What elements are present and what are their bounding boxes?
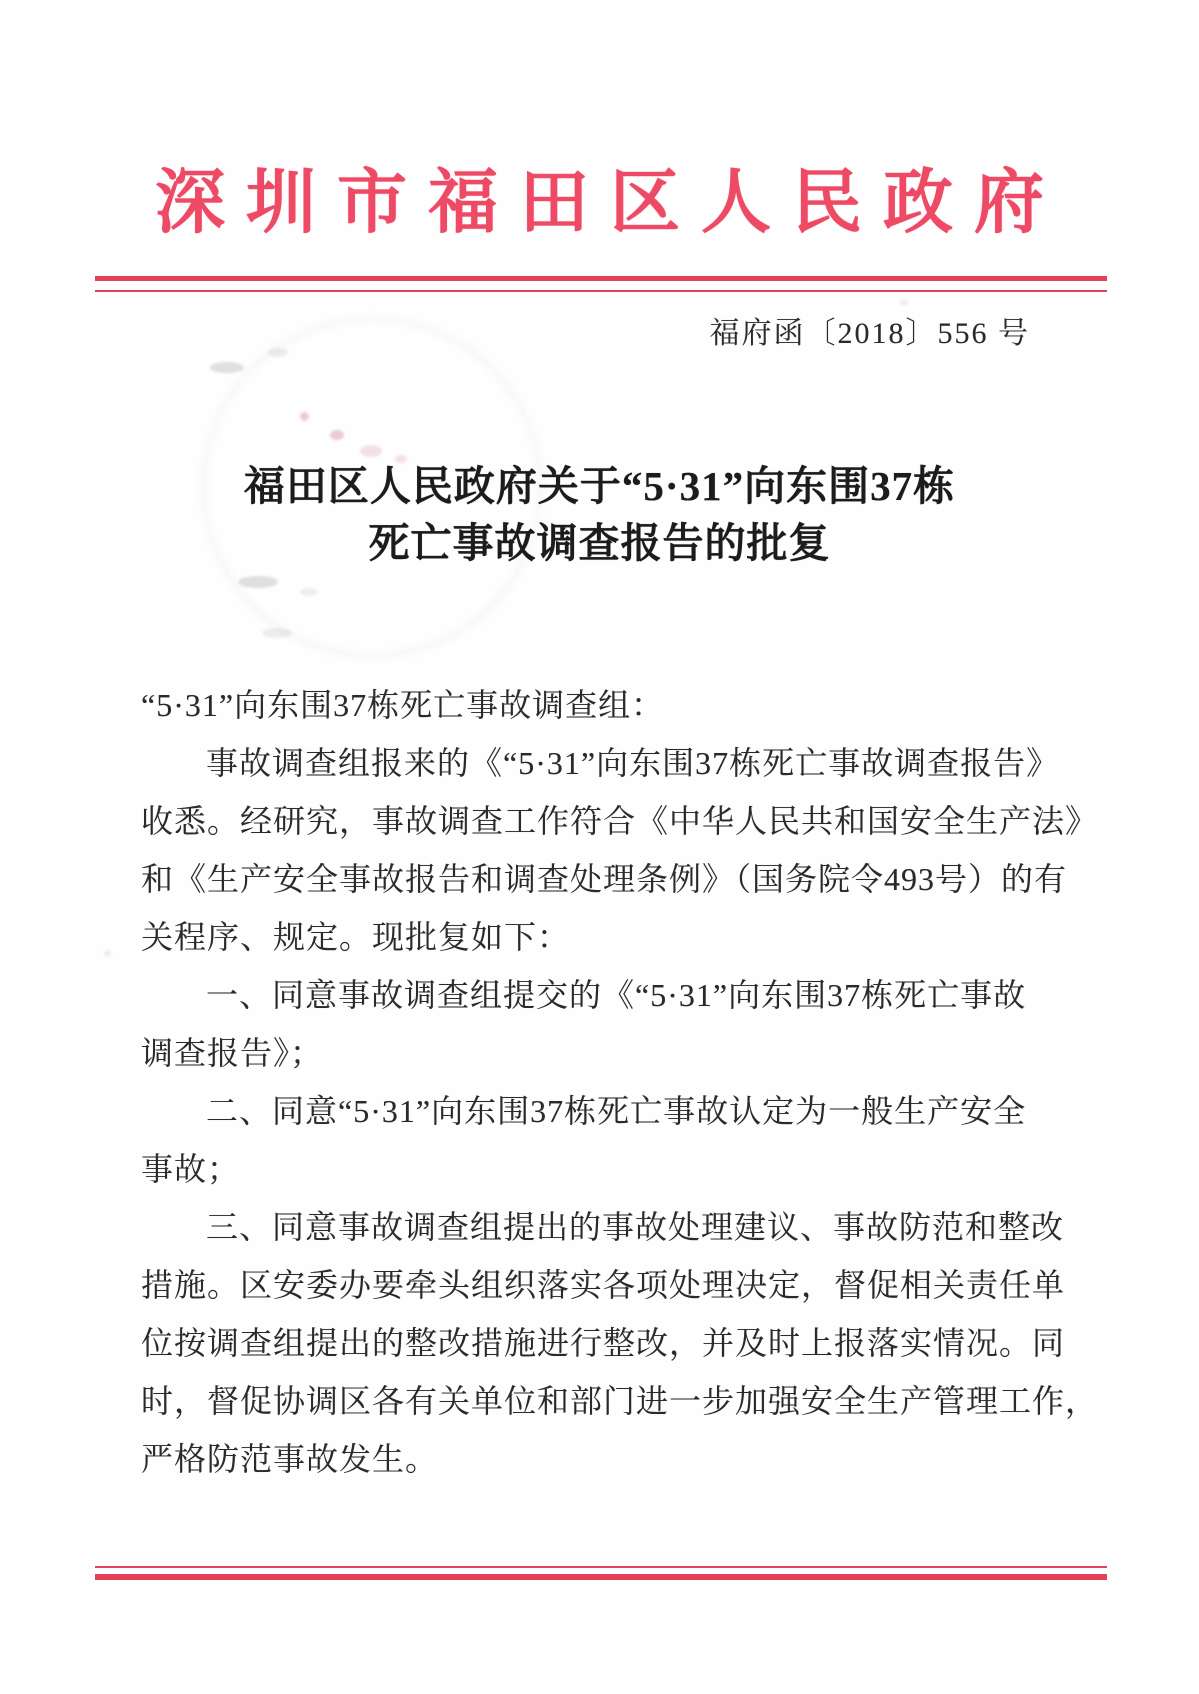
body-line: 时，督促协调区各有关单位和部门进一步加强安全生产管理工作， — [141, 1383, 1099, 1419]
scan-speckle — [268, 348, 288, 357]
footer-rule-thin — [95, 1566, 1107, 1568]
scan-speckle — [104, 950, 111, 957]
document-body — [141, 676, 1101, 1488]
body-line: 事故； — [141, 1151, 241, 1187]
header-rule-thick — [95, 276, 1107, 281]
document-reference-number: 福府函〔2018〕556 号 — [709, 317, 1030, 350]
scan-speckle — [300, 588, 318, 596]
body-line: 收悉。经研究，事故调查工作符合《中华人民共和国安全生产法》 — [141, 803, 1099, 839]
body-line: 一、同意事故调查组提交的《“5·31”向东围37栋死亡事故 — [206, 977, 1027, 1013]
body-line: 和《生产安全事故报告和调查处理条例》（国务院令493号）的有 — [141, 861, 1068, 897]
body-line: 关程序、规定。现批复如下： — [141, 919, 571, 955]
body-line: 调查报告》； — [141, 1035, 324, 1071]
scan-speckle — [210, 362, 244, 373]
header-rule-thin — [95, 290, 1107, 292]
document-title-line-2: 死亡事故调查报告的批复 — [368, 520, 831, 566]
salutation-line: “5·31”向东围37栋死亡事故调查组： — [141, 687, 665, 723]
body-line: 位按调查组提出的整改措施进行整改，并及时上报落实情况。同 — [141, 1325, 1066, 1361]
issuing-authority-letterhead: 深圳市福田区人民政府 — [155, 165, 1065, 242]
body-line: 严格防范事故发生。 — [141, 1441, 439, 1477]
body-line: 三、同意事故调查组提出的事故处理建议、事故防范和整改 — [206, 1209, 1065, 1245]
body-line: 事故调查组报来的《“5·31”向东围37栋死亡事故调查报告》 — [206, 745, 1060, 781]
scan-speckle — [262, 628, 292, 638]
scan-speckle — [900, 300, 908, 306]
body-line: 二、同意“5·31”向东围37栋死亡事故认定为一般生产安全 — [206, 1093, 1027, 1129]
scan-speckle — [238, 576, 278, 588]
scan-speckle — [330, 430, 344, 440]
document-title-line-1: 福田区人民政府关于“5·31”向东围37栋 — [243, 463, 956, 509]
scan-speckle — [300, 412, 309, 421]
footer-rule-thick — [95, 1574, 1107, 1580]
document-title — [0, 458, 1199, 572]
scan-speckle — [360, 445, 382, 457]
body-line: 措施。区安委办要牵头组织落实各项处理决定，督促相关责任单 — [141, 1267, 1066, 1303]
